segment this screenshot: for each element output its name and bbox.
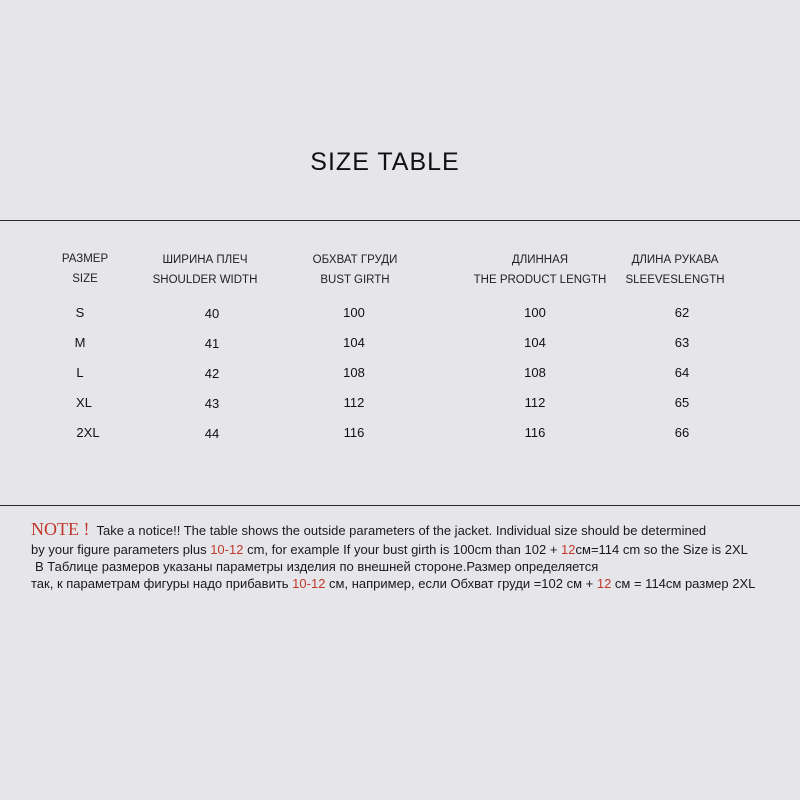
notice-red-range: 10-12 [210,542,244,557]
header-size-en: SIZE [72,273,98,285]
bottom-divider [0,505,800,506]
notice-line-4 [31,576,755,591]
table-cell-size: 2XL [76,425,100,440]
notice-red-value-ru: 12 [596,576,612,591]
header-bust-girth-ru: ОБХВАТ ГРУДИ [312,254,398,266]
header-shoulder-width-en: SHOULDER WIDTH [152,274,258,286]
header-shoulder-width [145,250,265,290]
table-cell-bust: 108 [343,365,365,380]
note-label: NOTE ! [31,519,90,539]
table-cell-shoulder: 44 [204,426,220,441]
table-cell-sleeve: 64 [674,365,690,380]
table-cell-shoulder: 43 [204,396,220,411]
header-bust-girth [300,250,410,290]
notice-text-2b: cm, for example If your bust girth is 100cm than 102 + [243,542,562,557]
top-divider [0,220,800,221]
notice-text-4c: см = 114см размер 2XL [611,576,756,591]
table-cell-size: XL [76,395,92,410]
notice-line-2 [31,542,748,557]
header-product-length-en: THE PRODUCT LENGTH [473,274,607,286]
notice-text-3: В Таблице размеров указаны параметры изделия по внешней стороне.Размер определяется [35,559,599,574]
table-cell-sleeve: 62 [674,305,690,320]
header-size-ru: РАЗМЕР [61,253,109,265]
table-cell-shoulder: 40 [204,306,220,321]
notice-line-3 [35,559,598,574]
header-sleeve-length-en: SLEEVESLENGTH [625,274,725,286]
header-shoulder-width-ru: ШИРИНА ПЛЕЧ [162,254,248,266]
notice-text-4a: так, к параметрам фигуры надо прибавить [31,576,293,591]
table-cell-length: 116 [524,425,546,440]
table-cell-size: S [75,305,85,320]
notice-red-value: 12 [561,542,576,557]
header-product-length [465,250,615,290]
header-size [50,249,120,289]
notice-text-1: Take a notice!! The table shows the outside parameters of the jacket. Individual size should be determined [96,523,707,538]
table-cell-bust: 116 [343,425,365,440]
notice-text-2c: см=114 cm so the Size is 2XL [575,542,748,557]
header-product-length-ru: ДЛИННАЯ [511,254,569,266]
header-sleeve-length-ru: ДЛИНА РУКАВА [631,254,719,266]
table-cell-length: 100 [524,305,546,320]
notice-text-2a: by your figure parameters plus [31,542,211,557]
table-cell-bust: 112 [343,395,365,410]
table-cell-length: 112 [524,395,546,410]
notice-red-range-ru: 10-12 [292,576,326,591]
table-cell-sleeve: 66 [674,425,690,440]
header-sleeve-length [615,250,735,290]
table-cell-sleeve: 65 [674,395,690,410]
table-cell-shoulder: 41 [204,336,220,351]
table-cell-shoulder: 42 [204,366,220,381]
table-cell-size: L [76,365,84,380]
table-cell-length: 104 [524,335,546,350]
header-bust-girth-en: BUST GIRTH [320,274,390,286]
table-cell-size: M [74,335,86,350]
page-title: SIZE TABLE [310,148,460,176]
table-cell-sleeve: 63 [674,335,690,350]
notice-line-1 [31,519,706,540]
table-cell-bust: 104 [343,335,365,350]
table-cell-length: 108 [524,365,546,380]
table-cell-bust: 100 [343,305,365,320]
notice-text-4b: см, например, если Обхват груди =102 см + [325,576,597,591]
